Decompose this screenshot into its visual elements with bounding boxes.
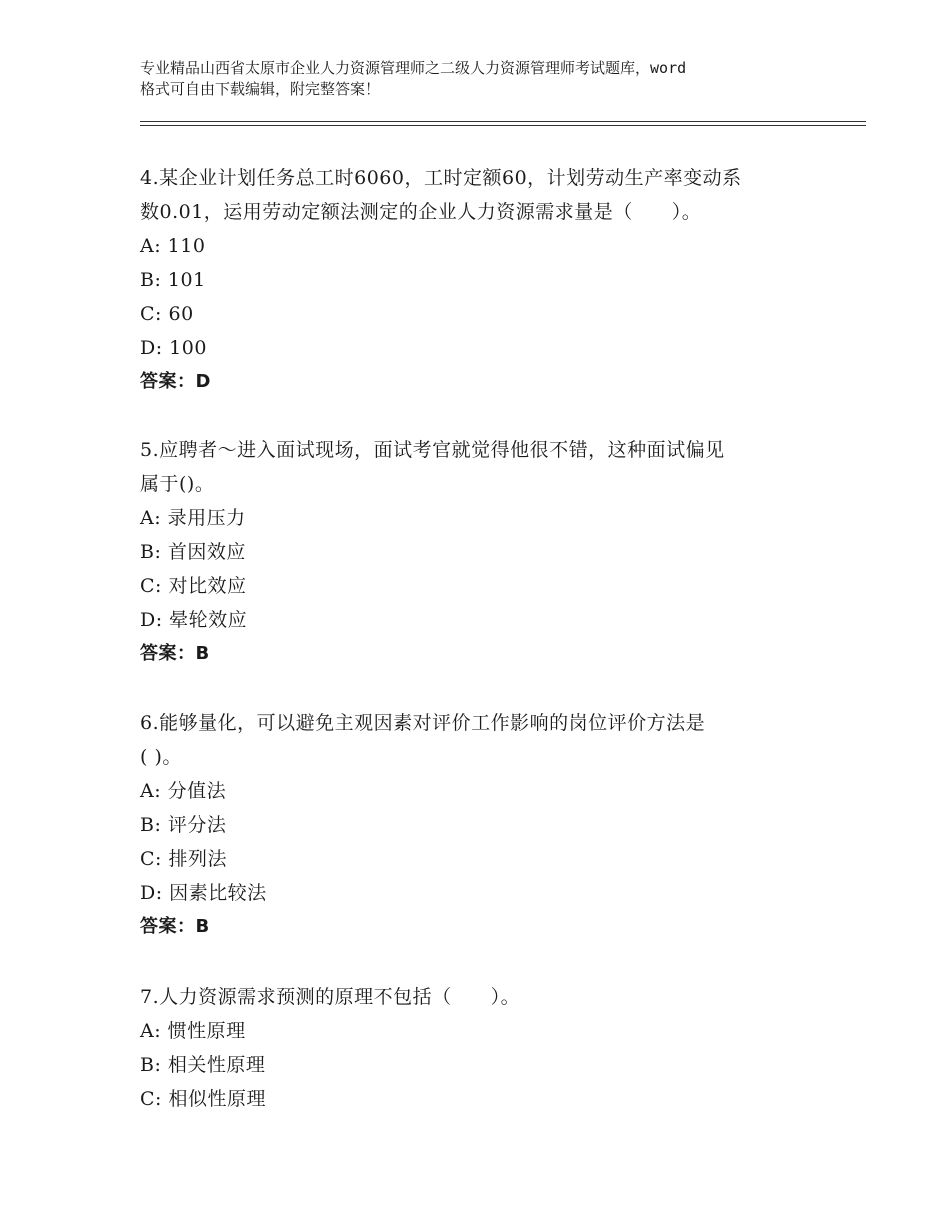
option-b: B: 评分法 — [140, 814, 227, 836]
question-stem-line: 数0.01，运用劳动定额法测定的企业人力资源需求量是（ ）。 — [140, 201, 702, 223]
question-stem-line: 6.能够量化，可以避免主观因素对评价工作影响的岗位评价方法是 — [140, 712, 706, 734]
option-c: C: 对比效应 — [140, 575, 247, 597]
option-d: D: 100 — [140, 337, 207, 359]
header-line-1: 专业精品山西省太原市企业人力资源管理师之二级人力资源管理师考试题库，word — [140, 59, 687, 77]
option-d: D: 晕轮效应 — [140, 609, 248, 631]
option-a: A: 分值法 — [140, 780, 227, 802]
option-c: C: 排列法 — [140, 848, 227, 870]
option-a: A: 110 — [140, 235, 206, 257]
option-b: B: 首因效应 — [140, 541, 246, 563]
answer-label: 答案：B — [140, 643, 210, 664]
question-5 — [140, 433, 860, 671]
header-divider-bottom — [140, 125, 866, 126]
answer-label: 答案：D — [140, 371, 211, 392]
option-d: D: 因素比较法 — [140, 882, 267, 904]
question-6 — [140, 706, 860, 944]
question-stem-line: 5.应聘者～进入面试现场，面试考官就觉得他很不错，这种面试偏见 — [140, 439, 725, 461]
document-header — [140, 58, 840, 100]
header-line-2: 格式可自由下载编辑，附完整答案！ — [140, 80, 381, 98]
question-stem-line: 7.人力资源需求预测的原理不包括（ ）。 — [140, 986, 521, 1008]
question-7 — [140, 980, 860, 1116]
question-stem-line: ( )。 — [140, 746, 182, 768]
option-a: A: 录用压力 — [140, 507, 246, 529]
option-a: A: 惯性原理 — [140, 1020, 246, 1042]
option-b: B: 相关性原理 — [140, 1054, 266, 1076]
option-b: B: 101 — [140, 269, 206, 291]
question-4 — [140, 161, 860, 399]
question-stem-line: 属于()。 — [140, 473, 215, 495]
header-divider-top — [140, 121, 866, 122]
question-stem-line: 4.某企业计划任务总工时6060，工时定额60，计划劳动生产率变动系 — [140, 167, 742, 189]
option-c: C: 相似性原理 — [140, 1088, 266, 1110]
option-c: C: 60 — [140, 303, 194, 325]
answer-label: 答案：B — [140, 916, 210, 937]
